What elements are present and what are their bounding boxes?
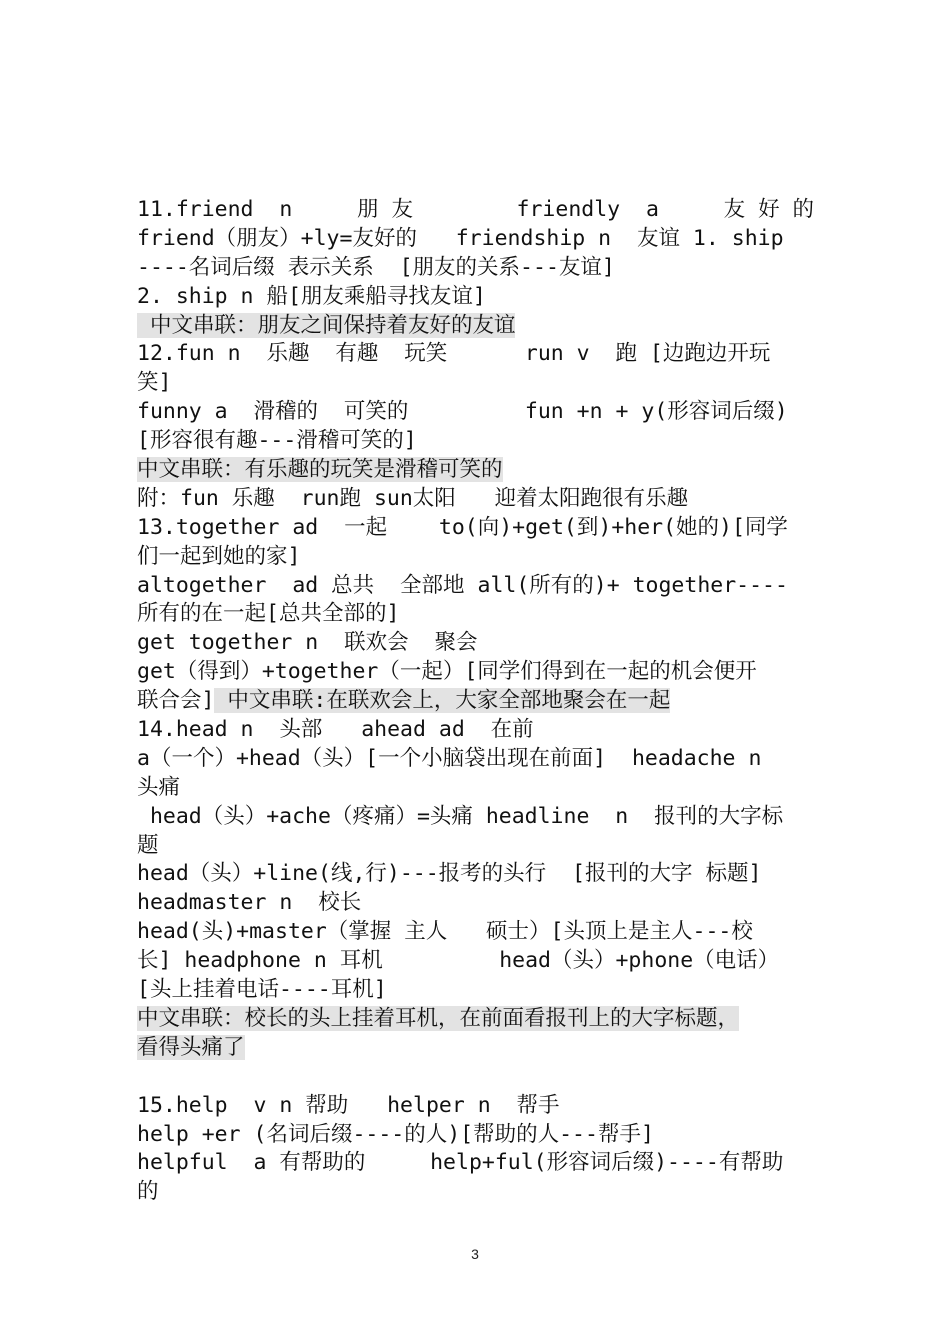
text-line: get（得到）+together（一起）[同学们得到在一起的机会便开	[137, 659, 757, 685]
text-line: 12.fun n 乐趣 有趣 玩笑 run v 跑 [边跑边开玩	[137, 341, 771, 367]
vocabulary-notes	[137, 196, 817, 1207]
text-line: altogether ad 总共 全部地 all(所有的)+ together----	[137, 572, 788, 598]
highlighted-summary: 中文串联：朋友之间保持着友好的友谊	[137, 312, 516, 338]
text-line: 14.head n 头部 ahead ad 在前	[137, 717, 534, 743]
chinese-link-line	[137, 456, 817, 485]
text-line: a（一个）+head（头）[一个小脑袋出现在前面] headache n	[137, 745, 762, 771]
text-line: helpful a 有帮助的 help+ful(形容词后缀)----有帮助	[137, 1150, 784, 1176]
text-line: 所有的在一起[总共全部的]	[137, 601, 400, 627]
chinese-link-line	[137, 1005, 817, 1034]
text-line: 笑]	[137, 370, 172, 396]
highlighted-summary: 中文串联：校长的头上挂着耳机，在前面看报刊上的大字标题，	[137, 1005, 740, 1031]
text-line: 题	[137, 832, 159, 858]
text-line: 头痛	[137, 774, 181, 800]
mixed-line	[137, 687, 817, 716]
text-line: 附：fun 乐趣 run跑 sun太阳 迎着太阳跑很有乐趣	[137, 485, 689, 511]
text-line: 长] headphone n 耳机 head（头）+phone（电话）	[137, 948, 780, 974]
text-line: [头上挂着电话----耳机]	[137, 977, 387, 1003]
text-line: 13.together ad 一起 to(向)+get(到)+her(她的)[同学	[137, 514, 788, 540]
text-line: headmaster n 校长	[137, 890, 362, 916]
text-line: head（头）+ache（疼痛）=头痛 headline n 报刊的大字标	[137, 803, 784, 829]
text-line: 11.friend n 朋 友 friendly a 友 好 的	[137, 197, 815, 222]
text-line: 2. ship n 船[朋友乘船寻找友谊]	[137, 283, 486, 309]
text-line: head（头）+line(线,行)---报考的头行 [报刊的大字 标题]	[137, 861, 762, 887]
text-line: head(头)+master（掌握 主人 硕士）[头顶上是主人---校	[137, 919, 753, 945]
chinese-link-line	[137, 1034, 817, 1063]
text-line: 15.help v n 帮助 helper n 帮手	[137, 1092, 560, 1118]
text-line: 们一起到她的家]	[137, 543, 301, 569]
text-line: help +er (名词后缀----的人)[帮助的人---帮手]	[137, 1121, 654, 1147]
chinese-link-line	[137, 312, 817, 341]
text-segment: 联合会]	[137, 688, 215, 714]
highlighted-summary: 看得头痛了	[137, 1034, 245, 1060]
text-line: get together n 联欢会 聚会	[137, 630, 478, 656]
text-line: funny a 滑稽的 可笑的 fun +n + y(形容词后缀)	[137, 399, 788, 425]
text-line: ----名词后缀 表示关系 [朋友的关系---友谊]	[137, 254, 615, 280]
highlighted-summary: 中文串联:在联欢会上，大家全部地聚会在一起	[214, 688, 671, 714]
page-number: 3	[471, 1246, 479, 1262]
blank-line	[137, 1063, 817, 1092]
text-line: 的	[137, 1179, 159, 1205]
text-line: friend（朋友）+ly=友好的 friendship n 友谊 1. ship	[137, 225, 784, 251]
highlighted-summary: 中文串联：有乐趣的玩笑是滑稽可笑的	[137, 457, 503, 483]
text-line: [形容很有趣---滑稽可笑的]	[137, 428, 417, 454]
